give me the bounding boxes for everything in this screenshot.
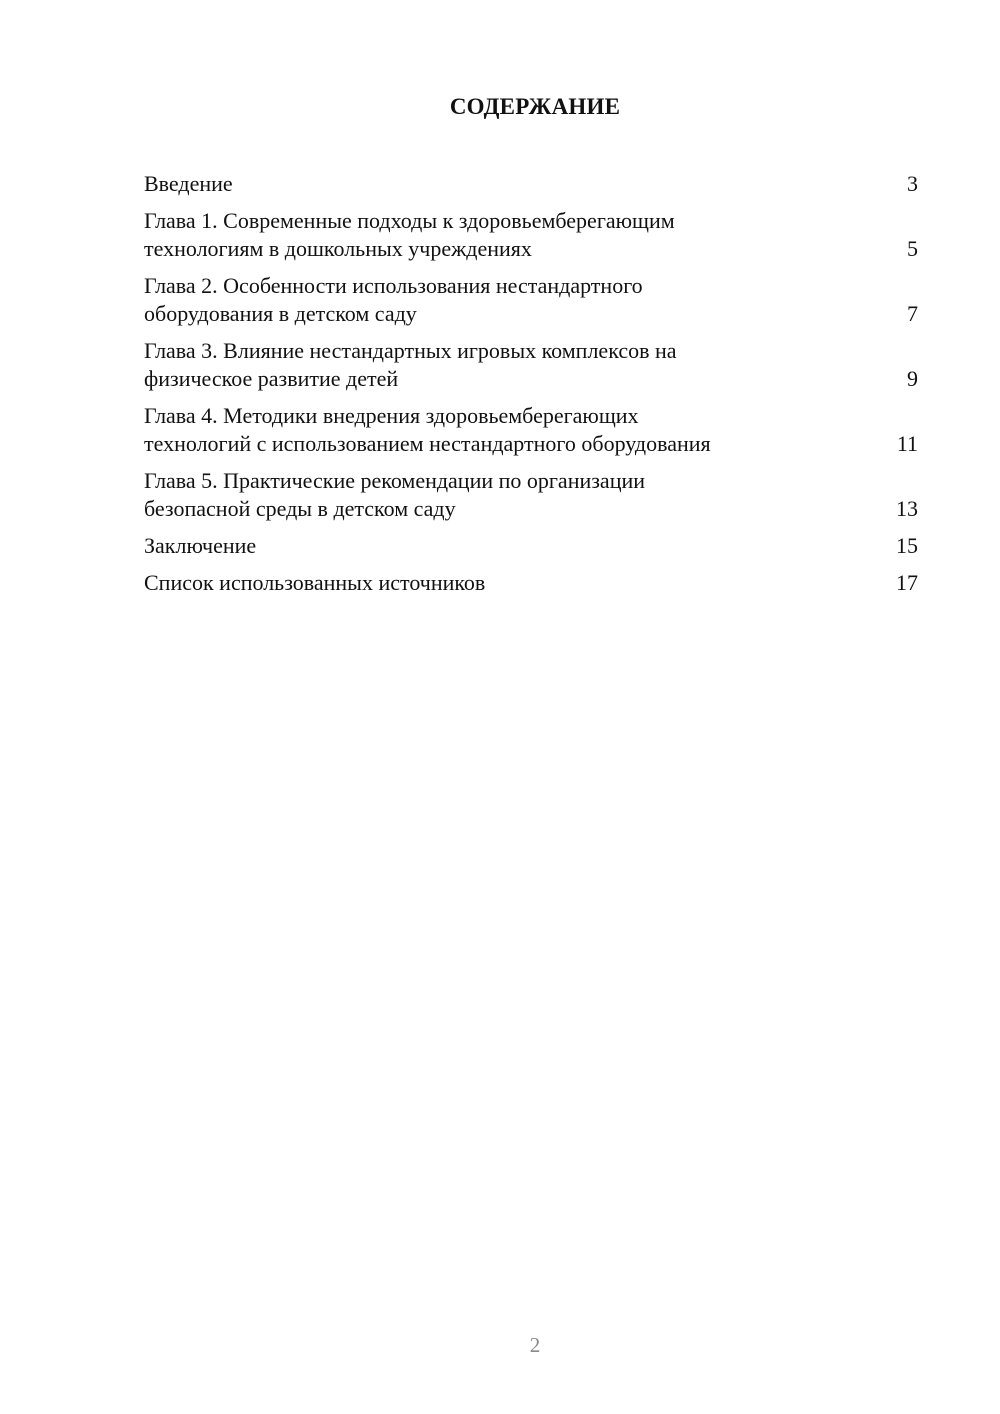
toc-entry-chapter-2 [144,272,920,328]
toc-entry-introduction [144,170,920,198]
toc-entry-chapter-5 [144,467,920,523]
toc-entry-page: 9 [907,366,918,391]
toc-entry-title: Глава 1. Современные подходы к здоровьемберегающим технологиям в дошкольных учреждениях [144,208,675,261]
toc-entry-conclusion [144,532,920,560]
toc-entry-chapter-4 [144,402,920,458]
toc-entry-page: 7 [907,301,918,326]
toc-entry-chapter-3 [144,337,920,393]
page-number: 2 [529,1333,541,1357]
toc-entry-title: Глава 5. Практические рекомендации по организации безопасной среды в детском саду [144,468,646,521]
toc-entry-title: Глава 2. Особенности использования нестандартного оборудования в детском саду [144,273,643,326]
toc-entry-page: 15 [896,533,918,558]
toc-entry-title: Заключение [144,533,257,558]
toc-entry-title: Глава 4. Методики внедрения здоровьемберегающих технологий с использованием нестандартного оборудования [144,403,711,456]
toc-entry-page: 13 [896,496,918,521]
toc-entry-page: 3 [907,171,918,196]
toc-heading: СОДЕРЖАНИЕ [449,94,621,119]
toc-entry-title: Введение [144,171,233,196]
toc-entry-title: Глава 3. Влияние нестандартных игровых комплексов на физическое развитие детей [144,338,677,391]
toc-entry-page: 17 [896,570,918,595]
toc-entry-chapter-1 [144,207,920,263]
toc-entry-page: 5 [907,236,918,261]
toc-entry-title: Список использованных источников [144,570,486,595]
toc-entry-references [144,569,920,597]
table-of-contents [144,170,920,606]
toc-entry-page: 11 [896,431,918,456]
